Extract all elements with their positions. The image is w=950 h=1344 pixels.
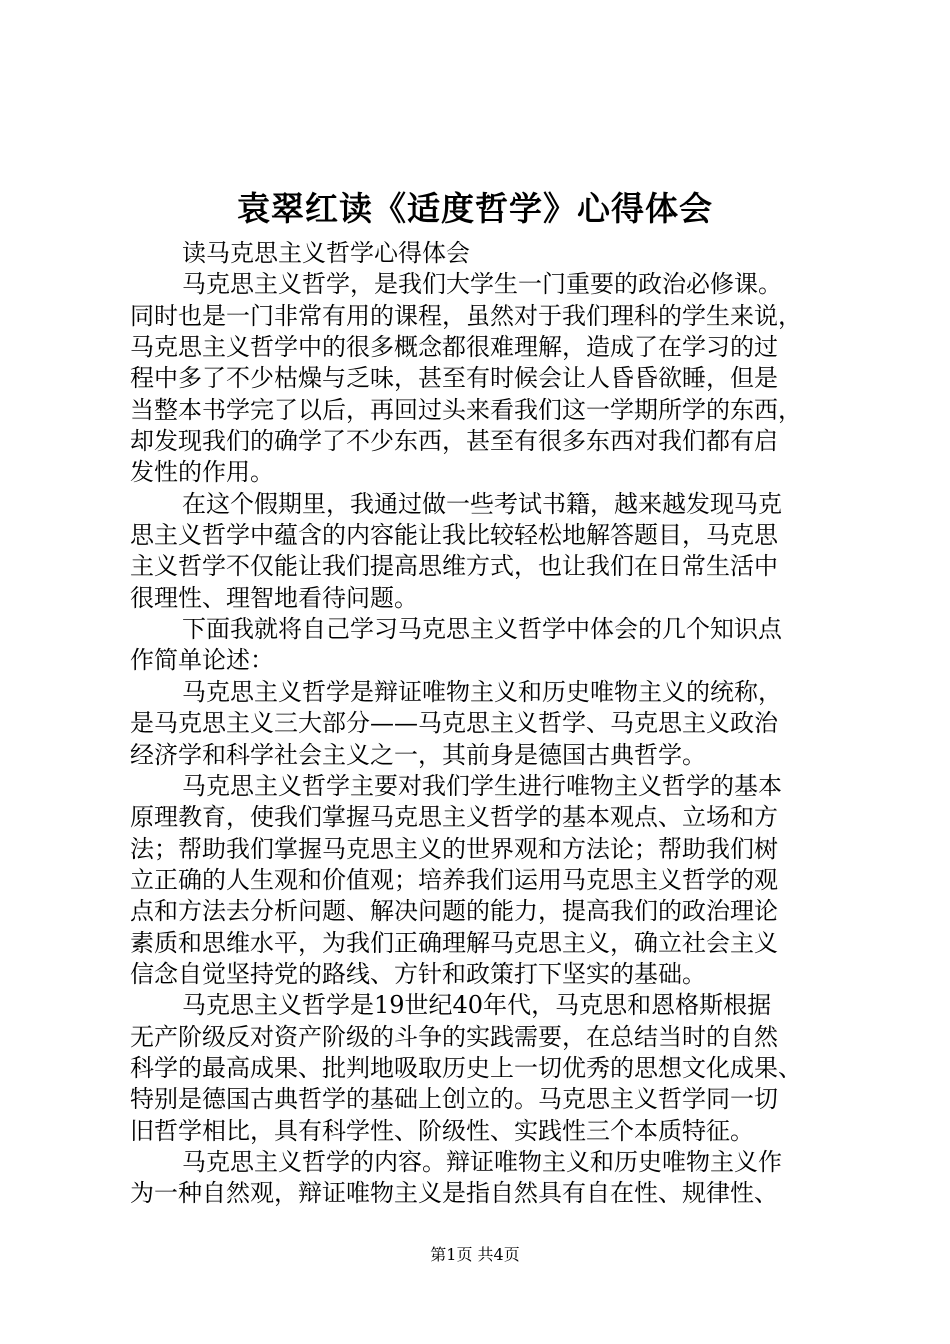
text-line: 当整本书学完了以后，再回过头来看我们这一学期所学的东西， — [130, 395, 802, 424]
text-line: 旧哲学相比，具有科学性、阶级性、实践性三个本质特征。 — [130, 1116, 754, 1145]
document-body — [130, 238, 830, 1210]
text-line: 下面我就将自己学习马克思主义哲学中体会的几个知识点 — [182, 615, 782, 644]
text-line: 为一种自然观，辩证唯物主义是指自然具有自在性、规律性、 — [130, 1179, 778, 1208]
text-line: 立正确的人生观和价值观；培养我们运用马克思主义哲学的观 — [130, 865, 778, 894]
text-line: 马克思主义哲学中的很多概念都很难理解，造成了在学习的过 — [130, 333, 778, 362]
text-line: 特别是德国古典哲学的基础上创立的。马克思主义哲学同一切 — [130, 1085, 778, 1114]
text-line: 法；帮助我们掌握马克思主义的世界观和方法论；帮助我们树 — [130, 834, 778, 863]
text-line: 思主义哲学中蕴含的内容能让我比较轻松地解答题目，马克思 — [130, 521, 778, 550]
text-line: 主义哲学不仅能让我们提高思维方式，也让我们在日常生活中 — [130, 552, 778, 581]
text-line: 马克思主义哲学的内容。辩证唯物主义和历史唯物主义作 — [182, 1147, 782, 1176]
text-line: 发性的作用。 — [130, 458, 274, 487]
text-line: 素质和思维水平，为我们正确理解马克思主义，确立社会主义 — [130, 928, 778, 957]
text-line: 却发现我们的确学了不少东西，甚至有很多东西对我们都有启 — [130, 427, 778, 456]
text-line: 马克思主义哲学是19世纪40年代，马克思和恩格斯根据 — [182, 991, 772, 1020]
text-line: 程中多了不少枯燥与乏味，甚至有时候会让人昏昏欲睡，但是 — [130, 364, 778, 393]
text-line: 原理教育，使我们掌握马克思主义哲学的基本观点、立场和方 — [130, 803, 778, 832]
page-footer: 第1页 共4页 — [430, 1245, 520, 1264]
text-line: 是马克思主义三大部分——马克思主义哲学、马克思主义政治 — [130, 709, 778, 738]
text-line: 经济学和科学社会主义之一，其前身是德国古典哲学。 — [130, 740, 706, 769]
text-line: 科学的最高成果、批判地吸取历史上一切优秀的思想文化成果、 — [130, 1053, 802, 1082]
text-line: 无产阶级反对资产阶级的斗争的实践需要，在总结当时的自然 — [130, 1022, 778, 1051]
text-line: 马克思主义哲学，是我们大学生一门重要的政治必修课。 — [182, 270, 782, 299]
text-line: 马克思主义哲学是辩证唯物主义和历史唯物主义的统称， — [182, 677, 782, 706]
text-line: 在这个假期里，我通过做一些考试书籍，越来越发现马克 — [182, 489, 782, 518]
text-line: 作简单论述： — [130, 646, 274, 675]
text-line: 马克思主义哲学主要对我们学生进行唯物主义哲学的基本 — [182, 771, 782, 800]
text-line: 点和方法去分析问题、解决问题的能力，提高我们的政治理论 — [130, 897, 778, 926]
text-line: 信念自觉坚持党的路线、方针和政策打下坚实的基础。 — [130, 959, 706, 988]
text-line: 很理性、理智地看待问题。 — [130, 583, 418, 612]
text-line: 同时也是一门非常有用的课程，虽然对于我们理科的学生来说， — [130, 301, 802, 330]
document-title: 袁翠红读《适度哲学》心得体会 — [237, 189, 713, 228]
text-line: 读马克思主义哲学心得体会 — [182, 239, 470, 267]
